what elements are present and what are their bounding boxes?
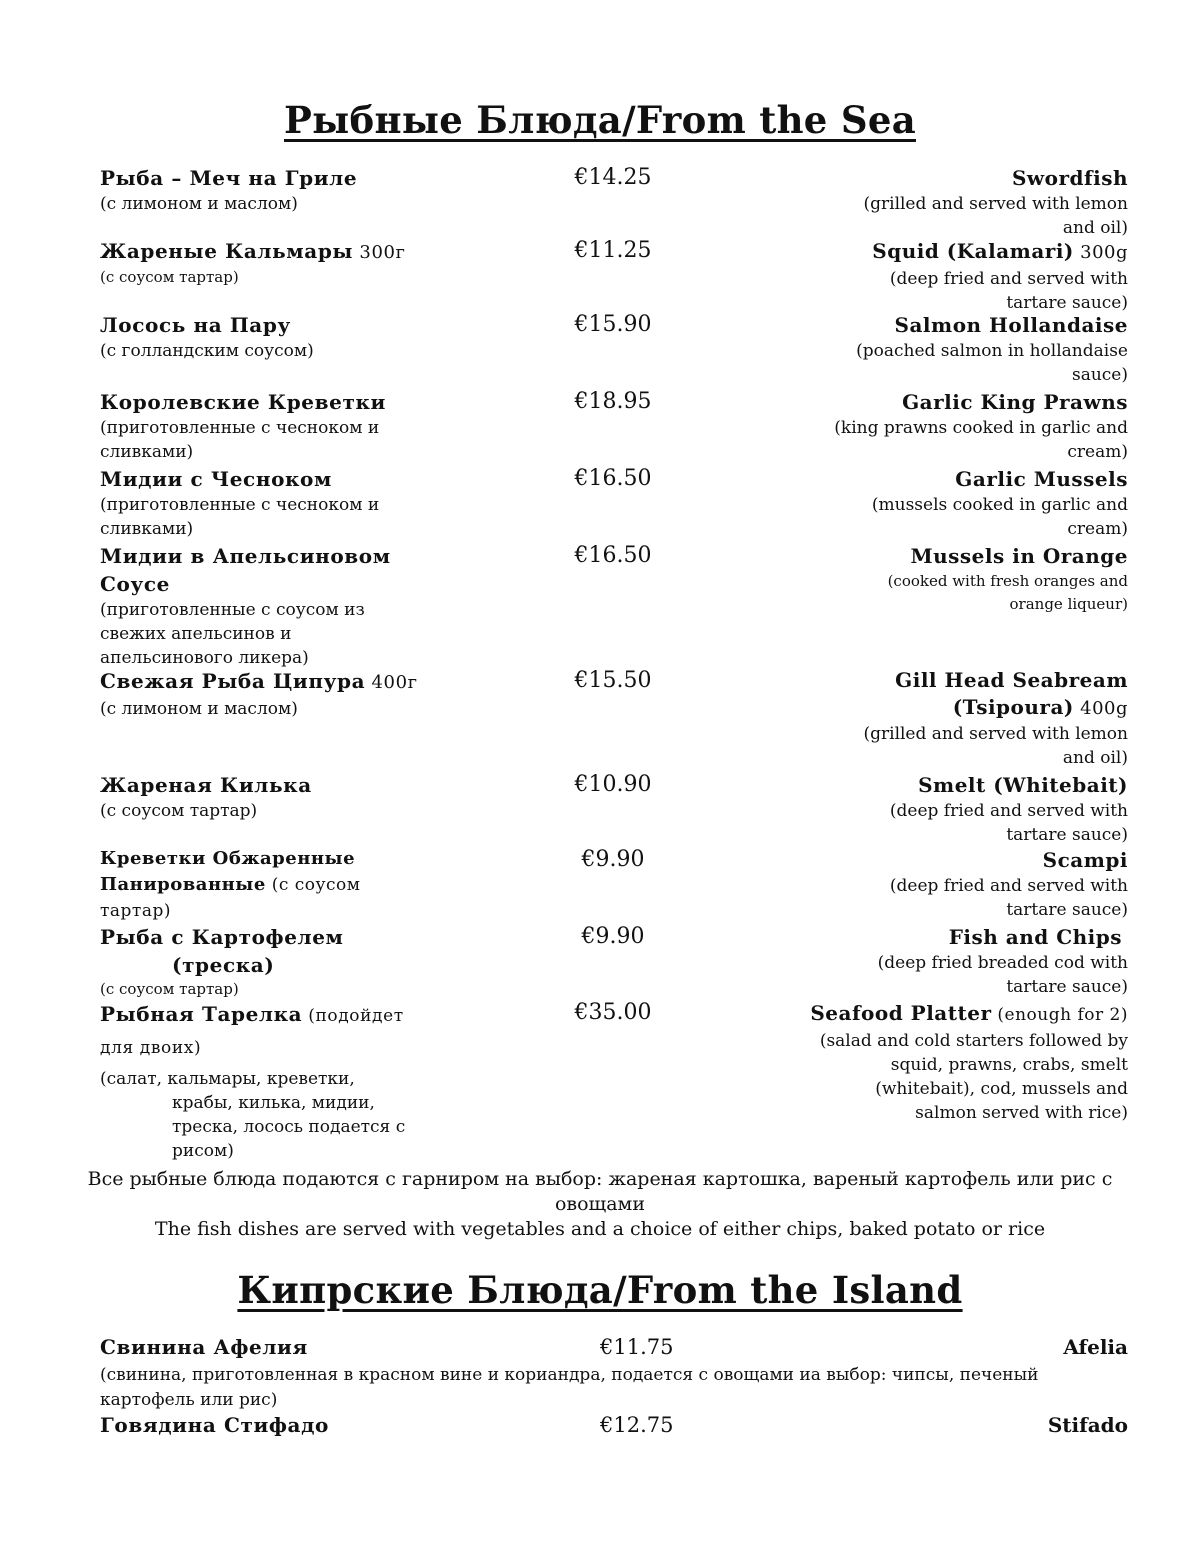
sea-note-en: The fish dishes are served with vegetables and a choice of either chips, baked potato or rice [154,1218,1046,1240]
item-ru [100,237,440,287]
item-en [828,667,1128,770]
item-ru-name: Рыбная Тарелка [100,1002,303,1026]
item-en-name: Garlic Mussels [955,467,1128,491]
item-en [858,846,1128,922]
item-en-name: Afelia [1063,1335,1128,1359]
item-ru-desc: (с лимоном и маслом) [100,194,298,214]
sea-note [0,1167,1200,1242]
item-en [798,388,1128,464]
item-ru-desc-2: крабы, килька, мидии, треска, лосось подается с рисом) [172,1093,406,1161]
item-en [858,771,1128,847]
item-ru-name: Мидии с Чесноком [100,467,332,491]
item-en-desc: (deep fried and served with tartare sauce) [889,801,1128,845]
section-title-island: Кипрские Блюда/From the Island [237,1268,963,1312]
item-en [858,237,1128,315]
item-ru-desc: (приготовленные с соусом из свежих апельсинов и апельсинового ликера) [100,600,365,668]
item-ru-weight: 400г [365,672,418,693]
item-ru-extra: (подойдет для двоих) [100,1006,404,1058]
item-en-name-line [798,999,1128,1029]
item-en-desc: (deep fried and served with tartare sauce) [889,876,1128,920]
item-en-name-line [828,667,1128,722]
item-ru-desc: (с соусом тартар) [100,268,239,286]
item-ru-name-line [100,667,460,697]
item-ru-desc: (с соусом тартар) [100,980,239,998]
item-en-name: Salmon Hollandaise [894,313,1128,337]
item-ru-name: Жареная Килька [100,773,312,797]
item-en [838,923,1128,999]
item-price: €12.75 [600,1413,674,1437]
item-en-name: Smelt (Whitebait) [918,773,1128,797]
item-en-desc: (deep fried and served with tartare sauce) [889,269,1128,313]
item-ru-name: Свинина Афелия [100,1335,308,1359]
item-price: €9.90 [581,924,645,949]
item-ru [100,542,420,670]
item-en [828,164,1128,240]
item-ru [100,667,460,721]
item-desc: (свинина, приготовленная в красном вине и кориандра, подается с овощами иа выбор: чипсы, печеный картофель или рис) [100,1365,1039,1410]
item-en-name: Mussels in Orange [910,544,1128,568]
item-ru-name: Креветки Обжаренные Панированные [100,848,356,895]
item-ru-desc: (с соусом тартар) [100,801,258,821]
item-price: €35.00 [574,1000,652,1025]
sea-note-ru: Все рыбные блюда подаются с гарниром на выбор: жареная картошка, вареный картофель или рис с овощами [87,1168,1113,1215]
item-en-desc: (salad and cold starters followed by squid, prawns, crabs, smelt (whitebait), cod, mussels and salmon served with rice) [819,1031,1128,1123]
item-en-name: Swordfish [1011,166,1128,190]
item-price: €14.25 [574,165,652,190]
section-title-sea: Рыбные Блюда/From the Sea [284,98,916,142]
item-ru [100,465,430,541]
item-ru-desc: (салат, кальмары, креветки, [100,1069,355,1089]
item-en-name: Squid (Kalamari) [872,239,1074,263]
item-en [818,311,1128,387]
item-ru [100,999,430,1163]
item-ru-name: Жареные Кальмары [100,239,354,263]
item-en-desc: (grilled and served with lemon and oil) [863,194,1128,238]
item-ru [100,923,440,999]
item-en-name: Stifado [1047,1413,1128,1437]
item-en-name: Scampi [1042,848,1128,872]
item-price: €16.50 [574,466,652,491]
item-ru-name-line [100,999,430,1063]
item-price: €16.50 [574,543,652,568]
item-ru-name: Рыба – Меч на Гриле [100,166,358,190]
item-en-weight: 400g [1073,698,1128,719]
item-en [828,465,1128,541]
item-ru [100,771,440,823]
item-ru-name-line [100,237,440,267]
item-en-desc: (cooked with fresh oranges and orange liqueur) [887,572,1128,613]
item-ru-extra: (с соусом тартар) [100,875,361,921]
item-price: €11.75 [600,1335,674,1359]
item-en-desc: (deep fried breaded cod with tartare sauce) [877,953,1128,997]
item-ru-name: Свежая Рыба Ципура [100,669,366,693]
item-ru-name-2: (треска) [172,953,275,977]
item-price: €18.95 [574,389,652,414]
item-price: €15.50 [574,668,652,693]
item-en-name: Garlic King Prawns [902,390,1128,414]
item-en-name-line [858,237,1128,267]
item-en [848,542,1128,616]
item-ru [100,311,440,363]
item-en-desc: (king prawns cooked in garlic and cream) [834,418,1128,462]
item-ru [100,388,430,464]
item-ru-name: Королевские Креветки [100,390,386,414]
item-en-desc: (grilled and served with lemon and oil) [863,724,1128,768]
item-ru-name: Мидии в Апельсиновом Соусе [100,544,391,596]
item-ru-desc: (приготовленные с чесноком и сливками) [100,495,380,539]
item-price: €10.90 [574,772,652,797]
item-ru-desc: (приготовленные с чесноком и сливками) [100,418,380,462]
item-en-weight: 300g [1073,242,1128,263]
item-en-name: Seafood Platter [810,1001,992,1025]
item-ru [100,846,390,924]
item-en-name: Gill Head Seabream (Tsipoura) [895,668,1128,719]
item-ru [100,164,440,216]
item-price: €11.25 [574,238,652,263]
item-en-extra: (enough for 2) [991,1005,1128,1025]
item-en-name: Fish and Chips [948,925,1122,949]
item-ru-name: Лосось на Пару [100,313,291,337]
item-ru-name: Рыба с Картофелем [100,925,344,949]
item-ru-desc: (с голландским соусом) [100,341,314,361]
item-price: €9.90 [581,847,645,872]
item-price: €15.90 [574,312,652,337]
item-en-desc: (mussels cooked in garlic and cream) [871,495,1128,539]
item-en [798,999,1128,1125]
item-en-desc: (poached salmon in hollandaise sauce) [856,341,1128,385]
item-ru-name-line [100,846,390,924]
item-ru-name: Говядина Стифадо [100,1413,329,1437]
item-ru-desc: (с лимоном и маслом) [100,699,298,719]
item-ru-weight: 300г [353,242,406,263]
